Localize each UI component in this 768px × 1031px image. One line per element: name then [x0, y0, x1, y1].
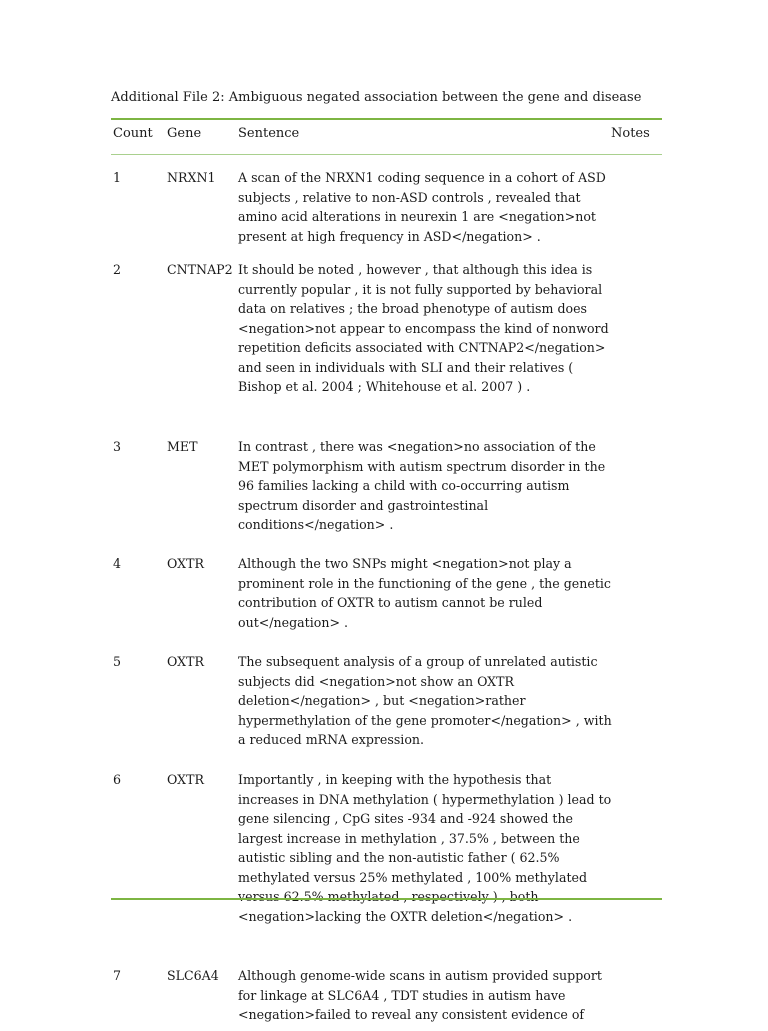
row-count: 1 — [113, 170, 122, 185]
row-count: 4 — [113, 556, 122, 571]
table-row — [111, 959, 662, 1031]
row-sentence: Importantly , in keeping with the hypothesis that increases in DNA methylation ( hypermethylation ) lead to gene silencing , CpG sites -934 and -924 showed the largest increase in methylation , 37.5% , between the autistic sibling and the non-autistic father ( 62.5% methylated versus 25% methylated , 100% methylated versus 62.5% methylated , respectively ) , both <negation>lacking the OXTR deletion</negation> . — [238, 772, 612, 924]
row-gene: NRXN1 — [167, 170, 216, 185]
row-count: 2 — [113, 262, 122, 277]
row-gene: OXTR — [167, 556, 204, 571]
table-row — [111, 547, 662, 645]
header-notes: Notes — [611, 126, 650, 141]
row-sentence: It should be noted , however , that although this idea is currently popular , it is not fully supported by behavioral data on relatives ; the broad phenotype of autism does <negation>not appear to encompass the kind of nonword repetition deficits associated with CNTNAP2</negation> and seen in individuals with SLI and their relatives ( Bishop et al. 2004 ; Whitehouse et al. 2007 ) . — [238, 262, 609, 394]
row-gene: CNTNAP2 — [167, 262, 233, 277]
row-sentence: The subsequent analysis of a group of unrelated autistic subjects did <negation>not show an OXTR deletion</negation> , but <negation>rather hypermethylation of the gene promoter</negation> , with a reduced mRNA expression. — [238, 654, 612, 747]
negation-table — [111, 118, 662, 1031]
row-count: 5 — [113, 654, 122, 669]
row-gene: OXTR — [167, 654, 204, 669]
row-sentence: Although genome-wide scans in autism provided support for linkage at SLC6A4 , TDT studies in autism have <negation>failed to reveal any consistent evidence of — [238, 968, 602, 1022]
row-sentence: A scan of the NRXN1 coding sequence in a cohort of ASD subjects , relative to non-ASD controls , revealed that amino acid alterations in neurexin 1 are <negation>not present at high frequency in ASD</negation> . — [238, 170, 606, 244]
row-count: 3 — [113, 439, 122, 454]
table-header-row — [111, 118, 662, 155]
row-gene: MET — [167, 439, 198, 454]
row-gene: SLC6A4 — [167, 968, 219, 983]
row-sentence: In contrast , there was <negation>no association of the MET polymorphism with autism spectrum disorder in the 96 families lacking a child with co-occurring autism spectrum disorder and gastrointestinal conditions</negation> . — [238, 439, 606, 532]
row-count: 7 — [113, 968, 122, 983]
row-gene: OXTR — [167, 772, 204, 787]
table-row — [111, 763, 662, 959]
table-row — [111, 430, 662, 547]
table-row — [111, 645, 662, 763]
row-sentence: Although the two SNPs might <negation>not play a prominent role in the functioning of the gene , the genetic contribution of OXTR to autism cannot be ruled out</negation> . — [238, 556, 611, 630]
header-sentence: Sentence — [238, 126, 300, 141]
row-count: 6 — [113, 772, 122, 787]
header-count: Count — [113, 126, 153, 141]
table-row — [111, 253, 662, 430]
header-gene: Gene — [167, 126, 202, 141]
table-bottom-rule — [111, 898, 662, 900]
table-caption: Additional File 2: Ambiguous negated association between the gene and disease — [111, 90, 642, 105]
table-row — [111, 155, 662, 253]
